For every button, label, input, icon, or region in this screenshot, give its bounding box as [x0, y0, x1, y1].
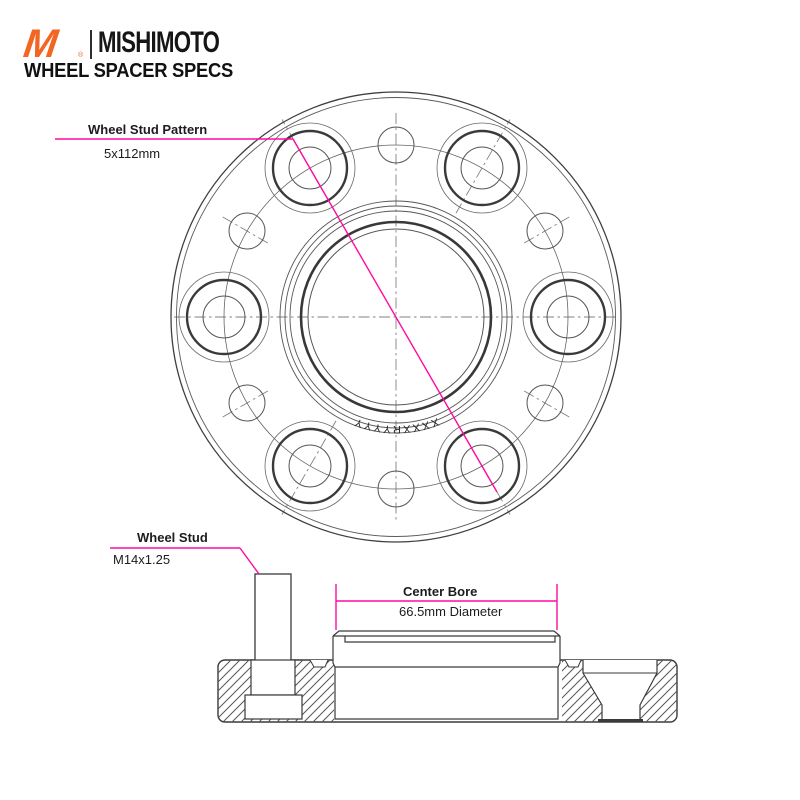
stud-body [251, 660, 295, 695]
center-hub-fill [333, 631, 560, 719]
engraving-text: XXXXRYYYY [351, 415, 441, 435]
wheel-stud-diagonal-line [240, 548, 259, 574]
logo-divider [90, 30, 92, 59]
stud-head [245, 695, 302, 719]
stud-shaft [255, 574, 291, 661]
countersink-bottom-opening [598, 719, 643, 723]
mishimoto-logo-monogram: M [20, 22, 59, 66]
registered-trademark: ® [78, 52, 84, 59]
center-bore-value: 66.5mm Diameter [399, 604, 503, 619]
wheel-stud-label: Wheel Stud [137, 530, 208, 545]
wheel-stud-section [245, 574, 302, 719]
stud-pattern-diagonal-line [293, 139, 497, 492]
wheel-stud-pattern-value: 5x112mm [104, 146, 161, 161]
wheel-stud-value: M14x1.25 [113, 552, 171, 567]
brand-name: MISHIMOTO [98, 26, 220, 59]
page-title: WHEEL SPACER SPECS [24, 60, 234, 82]
wheel-stud-pattern-label: Wheel Stud Pattern [88, 122, 208, 137]
center-bore-label: Center Bore [403, 584, 478, 599]
